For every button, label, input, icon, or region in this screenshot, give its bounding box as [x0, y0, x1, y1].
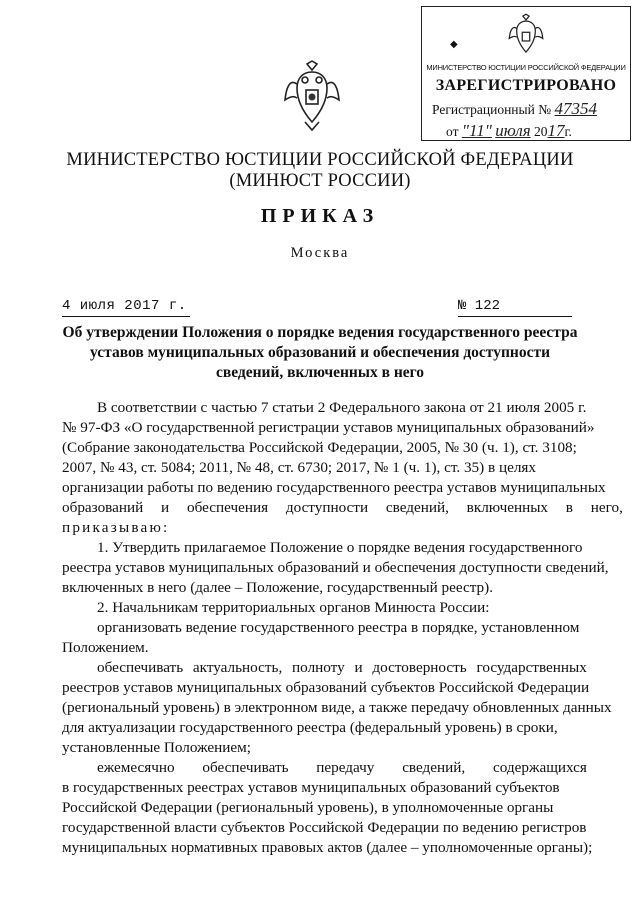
stamp-date-suffix: г. — [564, 124, 572, 139]
document-date: 4 июля 2017 г. — [62, 298, 187, 314]
body-line: реестров уставов муниципальных образований субъектов Российской Федерации — [62, 679, 590, 696]
body-line: ежемесячно обеспечивать передачу сведений, содержащихся — [97, 759, 587, 776]
date-underline — [62, 316, 190, 317]
heading-line-2: уставов муниципальных образований и обеспечения доступности — [89, 344, 551, 361]
body-line: (региональный уровень) в электронном виде, а также передачу обновленных данных — [62, 699, 612, 716]
body-line: 1. Утвердить прилагаемое Положение о порядке ведения государственного — [97, 539, 583, 556]
heading-line-1: Об утверждении Положения о порядке ведения государственного реестра — [62, 324, 578, 341]
document-number: № 122 — [458, 298, 501, 314]
body-line: приказываю: — [62, 519, 170, 536]
body-line: 2. Начальникам территориальных органов Минюста России: — [97, 599, 490, 616]
body-line: организации работы по ведению государственного реестра уставов муниципальных — [62, 479, 606, 496]
body-line: Положением. — [62, 639, 149, 656]
stamp-date-prefix: от — [446, 124, 459, 139]
stamp-reg-number: 47354 — [554, 99, 597, 118]
stamp-date-year: 17 — [547, 121, 565, 140]
number-underline — [458, 316, 572, 317]
ministry-name: МИНИСТЕРСТВО ЮСТИЦИИ РОССИЙСКОЙ ФЕДЕРАЦИИ — [66, 150, 574, 170]
stamp-mark: ◆ — [450, 39, 458, 50]
body-line: для актуализации государственного реестра (федеральный уровень) в сроки, — [62, 719, 558, 736]
body-line: (Собрание законодательства Российской Федерации, 2005, № 30 (ч. 1), ст. 3108; — [62, 439, 577, 456]
body-line: Российской Федерации (региональный уровень), в уполномоченные органы — [62, 799, 554, 816]
body-line: № 97-ФЗ «О государственной регистрации уставов муниципальных образований» — [62, 419, 595, 436]
stamp-date-line — [446, 121, 572, 141]
document-city: Москва — [290, 245, 350, 261]
body-line: государственной власти субъектов Российской Федерации по ведению регистров — [62, 819, 587, 836]
body-line: организовать ведение государственного реестра в порядке, установленном — [97, 619, 580, 636]
body-line: обеспечивать актуальность, полноту и достоверность государственных — [97, 659, 587, 676]
body-line: реестра уставов муниципальных образований и обеспечения доступности сведений, — [62, 559, 609, 576]
body-line: В соответствии с частью 7 статьи 2 Федерального закона от 21 июля 2005 г. — [97, 399, 587, 416]
body-line: установленные Положением; — [62, 739, 251, 756]
registration-stamp — [421, 6, 631, 141]
body-line: 2007, № 43, ст. 5084; 2011, № 48, ст. 6730; 2017, № 1 (ч. 1), ст. 35) в целях — [62, 459, 536, 476]
ministry-short-name: (МИНЮСТ РОССИИ) — [229, 171, 411, 191]
stamp-date-month: июля — [495, 121, 531, 140]
body-line: муниципальных нормативных правовых актов (далее – уполномоченные органы); — [62, 839, 593, 856]
stamp-reg-line — [432, 99, 597, 119]
body-line: в государственных реестрах уставов муниципальных образований субъектов — [62, 779, 560, 796]
document-type: ПРИКАЗ — [260, 205, 380, 227]
body-line: включенных в него (далее – Положение, государственный реестр). — [62, 579, 494, 596]
heading-line-3: сведений, включенных в него — [215, 364, 425, 381]
coat-of-arms-icon — [283, 60, 341, 132]
body-line: образований и обеспечения доступности сведений, включенных в него, — [62, 499, 623, 516]
stamp-status: ЗАРЕГИСТРИРОВАНО — [435, 77, 617, 94]
stamp-ministry: МИНИСТЕРСТВО ЮСТИЦИИ РОССИЙСКОЙ ФЕДЕРАЦИИ — [426, 63, 626, 72]
stamp-reg-label: Регистрационный № — [432, 102, 552, 117]
stamp-year-prefix: 20 — [534, 124, 548, 139]
stamp-date-day: "11" — [461, 121, 492, 140]
stamp-emblem-icon — [508, 13, 544, 59]
